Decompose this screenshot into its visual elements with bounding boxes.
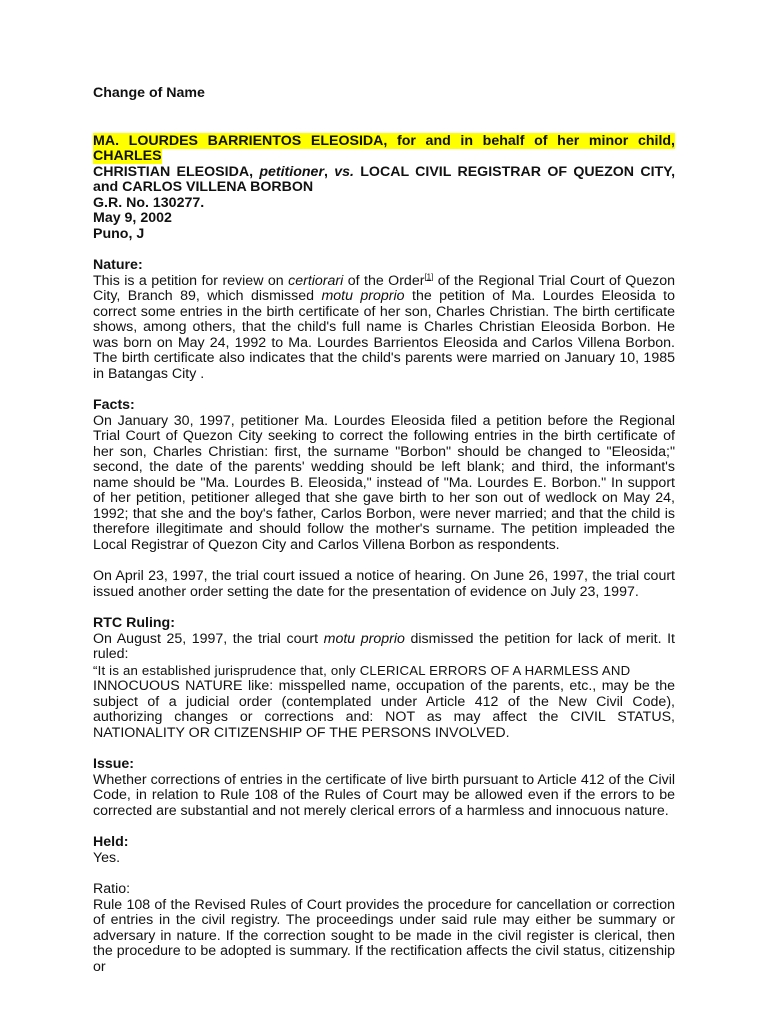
- document-title: Change of Name: [93, 85, 205, 101]
- caption-line-1: [93, 134, 675, 165]
- rtc-motu-proprio: motu proprio: [323, 630, 405, 647]
- held-section: [93, 835, 675, 866]
- nature-text-c: of the Regional Trial Court of Quezon City, Branch 89, which dismissed: [93, 272, 675, 304]
- rtc-quote-first-line: “It is an established jurisprudence that, only CLERICAL ERRORS OF A HARMLESS AND: [93, 662, 631, 678]
- caption-line-2: [93, 165, 675, 196]
- facts-paragraph-1: On January 30, 1997, petitioner Ma. Lourdes Eleosida filed a petition before the Regional Trial Court of Quezon City seeking to correct the following entries in the birth certificate of her son, Charles Christian: first, the surname "Borbon" should be changed to "Eleosida;" second, the date of the parents' wedding should be left blank; and third, the informant's name should be "Ma. Lourdes B. Eleosida," instead of "Ma. Lourdes E. Borbon." In support of her petition, petitioner alleged that she gave birth to her son out of wedlock on May 24, 1992; that she and the boy's father, Carlos Borbon, were never married; and that the child is therefore illegitimate and should follow the mother's surname. The petition impleaded the Local Registrar of Quezon City and Carlos Villena Borbon as respondents.: [93, 412, 675, 553]
- held-heading: Held:: [93, 834, 129, 850]
- caption-respondents: LOCAL CIVIL REGISTRAR OF QUEZON CITY, and CARLOS VILLENA BORBON: [93, 163, 676, 195]
- held-answer: Yes.: [93, 849, 121, 866]
- facts-section: [93, 398, 675, 600]
- issue-paragraph: Whether corrections of entries in the certificate of live birth pursuant to Article 412 of the Civil Code, in relation to Rule 108 of the Rules of Court may be allowed even if the errors to be corrected are substantial and not merely clerical errors of a harmless and innocuous nature.: [93, 771, 675, 819]
- nature-heading: Nature:: [93, 257, 143, 273]
- facts-heading: Facts:: [93, 397, 135, 413]
- case-caption: [93, 134, 675, 243]
- nature-text-a: This is a petition for review on: [93, 272, 289, 289]
- rtc-heading: RTC Ruling:: [93, 615, 175, 631]
- case-ponente: Puno, J: [93, 225, 145, 242]
- document-page: [93, 86, 675, 975]
- rtc-text-b: dismissed the petition for lack of merit. It ruled:: [93, 630, 675, 662]
- ratio-heading: Ratio:: [93, 881, 131, 897]
- ratio-section: [93, 882, 675, 975]
- nature-certiorari: certiorari: [288, 272, 344, 289]
- caption-separator: ,: [323, 163, 335, 180]
- issue-heading: Issue:: [93, 756, 135, 772]
- caption-petitioner: petitioner: [259, 163, 324, 180]
- nature-section: [93, 258, 675, 382]
- rtc-section: [93, 616, 675, 741]
- issue-section: [93, 757, 675, 819]
- rtc-quote: [93, 663, 675, 742]
- rtc-text-a: On August 25, 1997, the trial court: [93, 630, 324, 647]
- facts-paragraph-2: On April 23, 1997, the trial court issued a notice of hearing. On June 26, 1997, the trial court issued another order setting the date for the presentation of evidence on July 23, 1997.: [93, 568, 675, 600]
- caption-party-a: CHRISTIAN ELEOSIDA,: [93, 163, 260, 180]
- caption-vs: vs.: [334, 163, 354, 180]
- rtc-paragraph: [93, 632, 675, 663]
- nature-text-b: of the Order: [343, 272, 425, 289]
- caption-highlighted-text: MA. LOURDES BARRIENTOS ELEOSIDA, for and in behalf of her minor child, CHARLES: [93, 132, 675, 164]
- footnote-link[interactable]: [1]: [424, 271, 434, 281]
- nature-paragraph: [93, 271, 675, 383]
- case-date: May 9, 2002: [93, 210, 172, 226]
- nature-text-d: the petition of Ma. Lourdes Eleosida to correct some entries in the birth certificate of her son, Charles Christian. The birth certificate shows, among others, that the child's full name is Charles Christian Eleosida Borbon. He was born on May 24, 1992 to Ma. Lourdes Barrientos Eleosida and Carlos Villena Borbon. The birth certificate also indicates that the child's parents were married on January 10, 1985 in Batangas City .: [93, 288, 675, 382]
- ratio-paragraph: Rule 108 of the Revised Rules of Court provides the procedure for cancellation or correction of entries in the civil registry. The proceedings under said rule may either be summary or adversary in nature. If the correction sought to be made in the civil register is clerical, then the procedure to be adopted is summary. If the rectification affects the civil status, citizenship or: [93, 896, 675, 975]
- nature-motu-proprio: motu proprio: [321, 288, 405, 304]
- rtc-quote-rest: INNOCUOUS NATURE like: misspelled name, occupation of the parents, etc., may be the subject of a judicial order (contemplated under Article 412 of the New Civil Code), authorizing changes or corrections and: NOT as may affect the CIVIL STATUS, NATIONALITY OR CITIZENSHIP OF THE PERSONS INVOLVED.: [93, 678, 675, 741]
- case-gr-number: G.R. No. 130277.: [93, 194, 205, 211]
